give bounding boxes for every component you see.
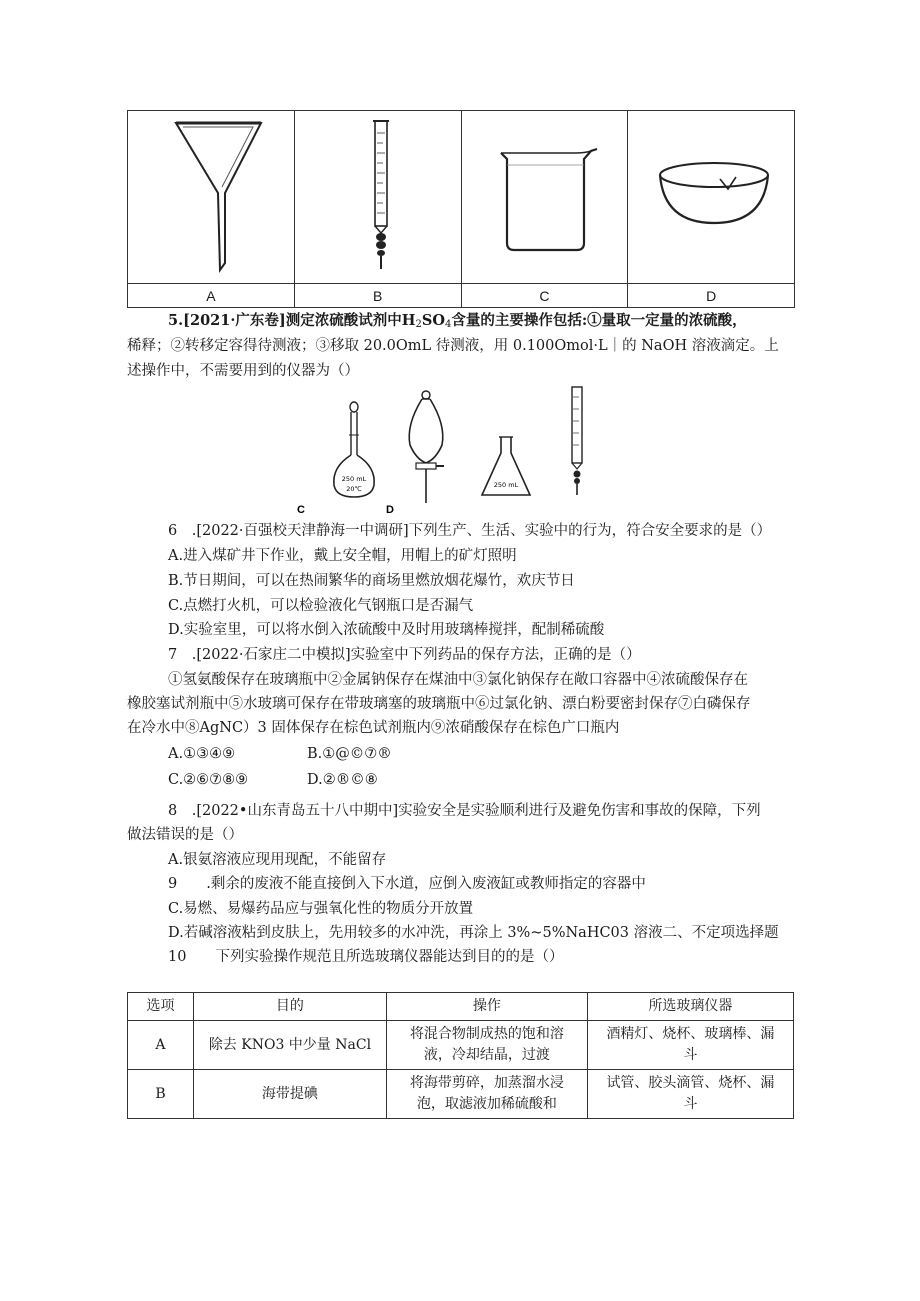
- row-purpose: 除去 KNO3 中少量 NaCl: [193, 1021, 386, 1070]
- row-operation-line2: 泡，取滤液加稀硫酸和: [416, 1096, 557, 1112]
- erlenmeyer-flask-icon: [482, 437, 530, 495]
- q7-body-1: ①氢氨酸保存在玻璃瓶中②金属钠保存在煤油中③氯化钠保存在敞口容器中④浓硫酸保存在: [168, 672, 748, 688]
- row-instruments: [587, 1070, 793, 1119]
- q5-label-c: C: [297, 504, 305, 516]
- beaker-icon: [469, 113, 619, 278]
- row-instruments-line2: 斗: [683, 1096, 698, 1112]
- row-instruments-line1: 酒精灯、烧杯、玻璃棒、漏: [606, 1026, 775, 1042]
- instrument-cell-a: [128, 111, 295, 284]
- label-b: B: [294, 284, 461, 308]
- q6-option-d: D.实验室里，可以将水倒入浓硫酸中及时用玻璃棒搅拌，配制稀硫酸: [168, 622, 605, 638]
- volumetric-flask-icon: [334, 402, 374, 497]
- row-instruments-line1: 试管、胶头滴管、烧杯、漏: [606, 1075, 775, 1091]
- header-operation: 操作: [386, 993, 587, 1021]
- separatory-funnel-icon: [409, 391, 444, 503]
- q7-option-d: D.②®©⑧: [307, 772, 378, 788]
- row-operation-line1: 将海带剪碎，加蒸溜水浸: [409, 1075, 564, 1091]
- flask-temp-text: 20℃: [346, 485, 362, 493]
- label-d: D: [628, 284, 795, 308]
- q5-line1-mid: SO: [421, 312, 445, 329]
- q7-option-b: B.①@©⑦®: [307, 746, 392, 762]
- q7-option-a: A.①③④⑨: [168, 746, 236, 762]
- row-purpose: 海带提碘: [193, 1070, 386, 1119]
- q5-label-d: D: [386, 504, 394, 516]
- q8-option-b: 9 .剩余的废液不能直接倒入下水道，应倒入废液缸或教师指定的容器中: [168, 876, 646, 892]
- q6-option-b: B.节日期间，可以在热闹繁华的商场里燃放烟花爆竹，欢庆节日: [168, 573, 575, 589]
- q7-body-3: 在冷水中⑧AgNC）3 固体保存在棕色试剂瓶内⑨浓硝酸保存在棕色广口瓶内: [127, 720, 620, 736]
- header-option: 选项: [128, 993, 194, 1021]
- q5-line3: 述操作中，不需要用到的仪器为（）: [127, 363, 359, 379]
- header-instruments: 所选玻璃仪器: [587, 993, 793, 1021]
- instrument-table: [127, 110, 795, 308]
- q8-option-a: A.银氨溶液应现用现配，不能留存: [168, 852, 387, 868]
- label-c: C: [461, 284, 628, 308]
- erlen-volume-text: 250 mL: [493, 481, 519, 489]
- q5-line2: 稀释；②转移定容得待测液；③移取 20.0OmL 待测液，用 0.100Omol·L｜的 NaOH 溶液滴定。上: [127, 338, 779, 354]
- q7-body-2: 橡胶塞试剂瓶中⑤水玻璃可保存在带玻璃塞的玻璃瓶中⑥过氯化钠、漂白粉要密封保存⑦白磷保存: [127, 696, 751, 712]
- q8-option-d: D.若碱溶液粘到皮肤上，先用较多的水冲洗，再涂上 3%~5%NaHC03 溶液二、不定项选择题: [168, 925, 779, 941]
- instrument-cell-c: [461, 111, 628, 284]
- experiment-table: [127, 992, 794, 1119]
- row-instruments: [587, 1021, 793, 1070]
- q10-stem: 10 下列实验操作规范且所选玻璃仪器能达到目的的是（）: [168, 949, 564, 965]
- q6-option-a: A.进入煤矿井下作业，戴上安全帽，用帽上的矿灯照明: [168, 548, 517, 564]
- q5-line1: [168, 311, 747, 335]
- q8-stem-2: 做法错误的是（）: [127, 827, 243, 843]
- q7-option-c: C.②⑥⑦⑧⑨: [168, 772, 249, 788]
- q8-stem-1: 8 .[2022•山东青岛五十八中期中]实验安全是实验顺利进行及避免伤害和事故的保障，下列: [168, 803, 761, 819]
- q5-figure: [297, 385, 600, 516]
- label-a: A: [128, 284, 295, 308]
- q8-option-c: C.易燃、易爆药品应与强氧化性的物质分开放置: [168, 901, 474, 917]
- q5-line1-pre: 5.[2021·广东卷]测定浓硫酸试剂中H: [168, 312, 416, 329]
- table-row: [128, 1021, 794, 1070]
- burette-small-icon: [572, 387, 582, 495]
- flask-volume-text: 250 mL: [341, 475, 367, 483]
- row-operation-line2: 液，冷却结晶，过渡: [423, 1047, 550, 1063]
- row-operation: [386, 1070, 587, 1119]
- q7-stem: 7 .[2022·石家庄二中模拟]实验室中下列药品的保存方法，正确的是（）: [168, 647, 641, 663]
- row-option: B: [128, 1070, 194, 1119]
- burette-icon: [303, 113, 453, 278]
- q6-option-c: C.点燃打火机，可以检验液化气钢瓶口是否漏气: [168, 598, 474, 614]
- q5-sub2: 4: [444, 319, 452, 330]
- funnel-icon: [136, 113, 286, 278]
- q5-line1-post: 含量的主要操作包括:①量取一定量的浓硫酸，: [451, 312, 747, 329]
- q6-stem: 6 .[2022·百强校天津静海一中调研]下列生产、生活、实验中的行为，符合安全要求的是（）: [168, 523, 772, 539]
- q5-sub1: 2: [415, 319, 422, 330]
- instrument-cell-d: [628, 111, 795, 284]
- row-option: A: [128, 1021, 194, 1070]
- row-operation: [386, 1021, 587, 1070]
- row-instruments-line2: 斗: [683, 1047, 698, 1063]
- instrument-cell-b: [294, 111, 461, 284]
- row-operation-line1: 将混合物制成热的饱和溶: [409, 1026, 564, 1042]
- table-row: [128, 1070, 794, 1119]
- evaporating-dish-icon: [636, 113, 786, 278]
- header-purpose: 目的: [193, 993, 386, 1021]
